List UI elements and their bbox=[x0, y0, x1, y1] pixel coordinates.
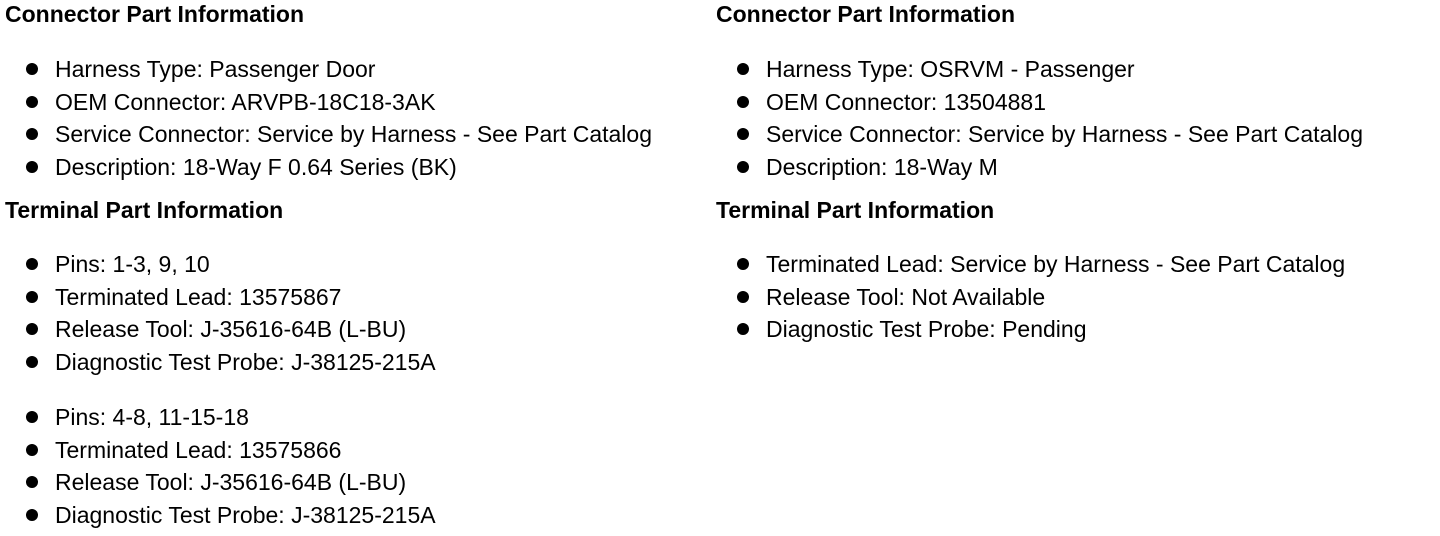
list-item bbox=[5, 248, 436, 281]
connector-part-heading: Connector Part Information bbox=[5, 1, 305, 27]
connector-part-heading: Connector Part Information bbox=[716, 1, 1016, 27]
bullet-icon bbox=[26, 258, 38, 270]
list-item bbox=[716, 248, 1345, 281]
list-item bbox=[716, 118, 1363, 151]
bullet-icon bbox=[26, 63, 38, 75]
bullet-icon bbox=[737, 258, 749, 270]
list-item-text: Diagnostic Test Probe: J-38125-215A bbox=[55, 501, 436, 528]
bullet-icon bbox=[737, 323, 749, 335]
list-item bbox=[5, 281, 436, 314]
list-item-text: Service Connector: Service by Harness - See Part Catalog bbox=[55, 121, 652, 148]
bullet-icon bbox=[737, 128, 749, 140]
list-item bbox=[5, 313, 436, 346]
bullet-icon bbox=[26, 356, 38, 368]
list-item bbox=[5, 401, 436, 434]
list-item-text: Terminated Lead: Service by Harness - See Part Catalog bbox=[766, 251, 1346, 277]
list-item bbox=[716, 53, 1363, 86]
list-item-text: Release Tool: J-35616-64B (L-BU) bbox=[55, 469, 407, 496]
list-item bbox=[5, 118, 652, 151]
list-item-text: Service Connector: Service by Harness - See Part Catalog bbox=[766, 121, 1363, 148]
bullet-icon bbox=[26, 161, 38, 173]
list-item-text: Description: 18-Way M bbox=[766, 153, 998, 180]
list-item bbox=[5, 466, 436, 499]
bullet-icon bbox=[26, 509, 38, 521]
list-item-text: Harness Type: OSRVM - Passenger bbox=[766, 56, 1135, 82]
bullet-icon bbox=[737, 291, 749, 303]
bullet-icon bbox=[26, 411, 38, 423]
list-item bbox=[716, 151, 1363, 184]
list-item bbox=[5, 346, 436, 379]
bullet-icon bbox=[26, 128, 38, 140]
list-item bbox=[5, 53, 652, 86]
terminal-part-heading: Terminal Part Information bbox=[716, 197, 995, 223]
list-item bbox=[5, 151, 652, 184]
list-item-text: Diagnostic Test Probe: J-38125-215A bbox=[55, 348, 436, 375]
bullet-icon bbox=[737, 96, 749, 108]
list-item-text: Pins: 4-8, 11-15-18 bbox=[55, 404, 249, 430]
list-item bbox=[5, 434, 436, 467]
list-item-text: Pins: 1-3, 9, 10 bbox=[55, 251, 210, 277]
list-item bbox=[716, 86, 1363, 119]
list-item-text: Release Tool: J-35616-64B (L-BU) bbox=[55, 316, 407, 343]
list-item bbox=[5, 86, 652, 119]
bullet-icon bbox=[26, 444, 38, 456]
list-item-text: Terminated Lead: 13575866 bbox=[55, 436, 342, 463]
terminal-part-heading: Terminal Part Information bbox=[5, 197, 284, 223]
list-item-text: Description: 18-Way F 0.64 Series (BK) bbox=[55, 153, 457, 180]
bullet-icon bbox=[26, 476, 38, 488]
connector-info-list bbox=[716, 53, 1363, 183]
list-item-text: Terminated Lead: 13575867 bbox=[55, 283, 342, 310]
list-item-text: OEM Connector: 13504881 bbox=[766, 88, 1047, 115]
list-item bbox=[716, 281, 1345, 314]
list-item-text: Diagnostic Test Probe: Pending bbox=[766, 316, 1087, 343]
bullet-icon bbox=[26, 96, 38, 108]
list-item bbox=[716, 313, 1345, 346]
bullet-icon bbox=[26, 323, 38, 335]
bullet-icon bbox=[26, 291, 38, 303]
terminal-info-list-2 bbox=[5, 401, 436, 531]
list-item-text: OEM Connector: ARVPB-18C18-3AK bbox=[55, 88, 436, 115]
connector-info-list bbox=[5, 53, 652, 183]
terminal-info-list bbox=[5, 248, 436, 378]
list-item-text: Release Tool: Not Available bbox=[766, 283, 1046, 310]
bullet-icon bbox=[737, 161, 749, 173]
list-item-text: Harness Type: Passenger Door bbox=[55, 56, 376, 82]
bullet-icon bbox=[737, 63, 749, 75]
terminal-info-list bbox=[716, 248, 1345, 346]
list-item bbox=[5, 499, 436, 532]
